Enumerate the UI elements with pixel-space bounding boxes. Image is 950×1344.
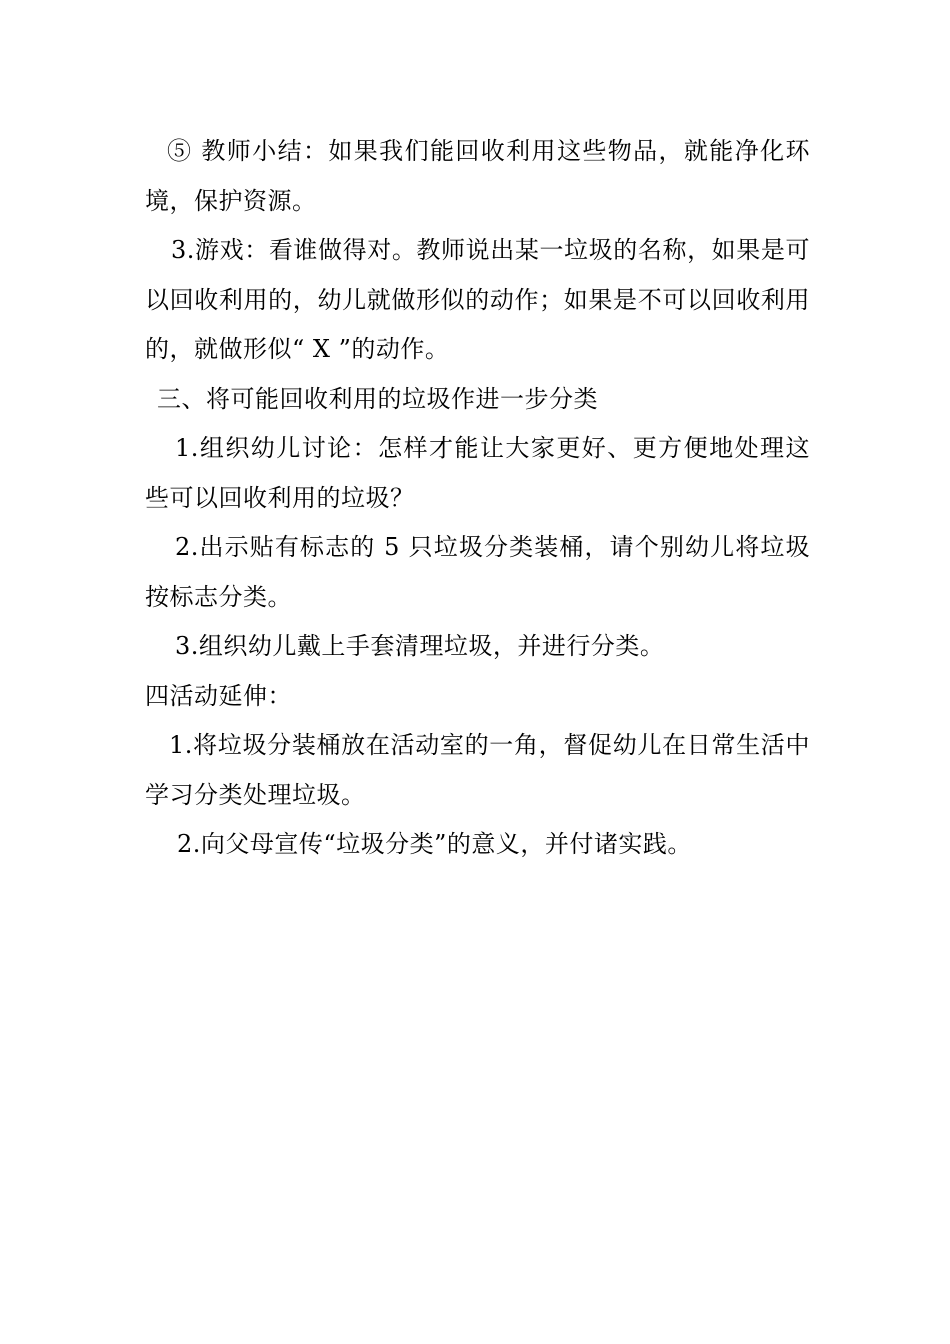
- paragraph-game: 3.游戏：看谁做得对。教师说出某一垃圾的名称，如果是可以回收利用的，幼儿就做形似的动作；如果是不可以回收利用的，就做形似“ X ”的动作。: [145, 236, 810, 363]
- paragraph-teacher-summary: ⑤ 教师小结：如果我们能回收利用这些物品，就能净化环境，保护资源。: [145, 137, 810, 215]
- document-body: [145, 127, 810, 870]
- section-heading-three: 三、将可能回收利用的垃圾作进一步分类: [157, 384, 598, 413]
- paragraph-clean-up: 3.组织幼儿戴上手套清理垃圾，并进行分类。: [175, 632, 665, 660]
- paragraph-extension-one: 1.将垃圾分装桶放在活动室的一角，督促幼儿在日常生活中学习分类处理垃圾。: [145, 731, 810, 809]
- section-heading-four: 四活动延伸：: [145, 681, 292, 710]
- paragraph-extension-two: 2.向父母宣传“垃圾分类”的意义，并付诸实践。: [177, 830, 692, 858]
- paragraph-discussion: 1.组织幼儿讨论：怎样才能让大家更好、更方便地处理这些可以回收利用的垃圾？: [145, 434, 810, 512]
- paragraph-show-bins: 2.出示贴有标志的 5 只垃圾分类装桶，请个别幼儿将垃圾按标志分类。: [145, 533, 810, 611]
